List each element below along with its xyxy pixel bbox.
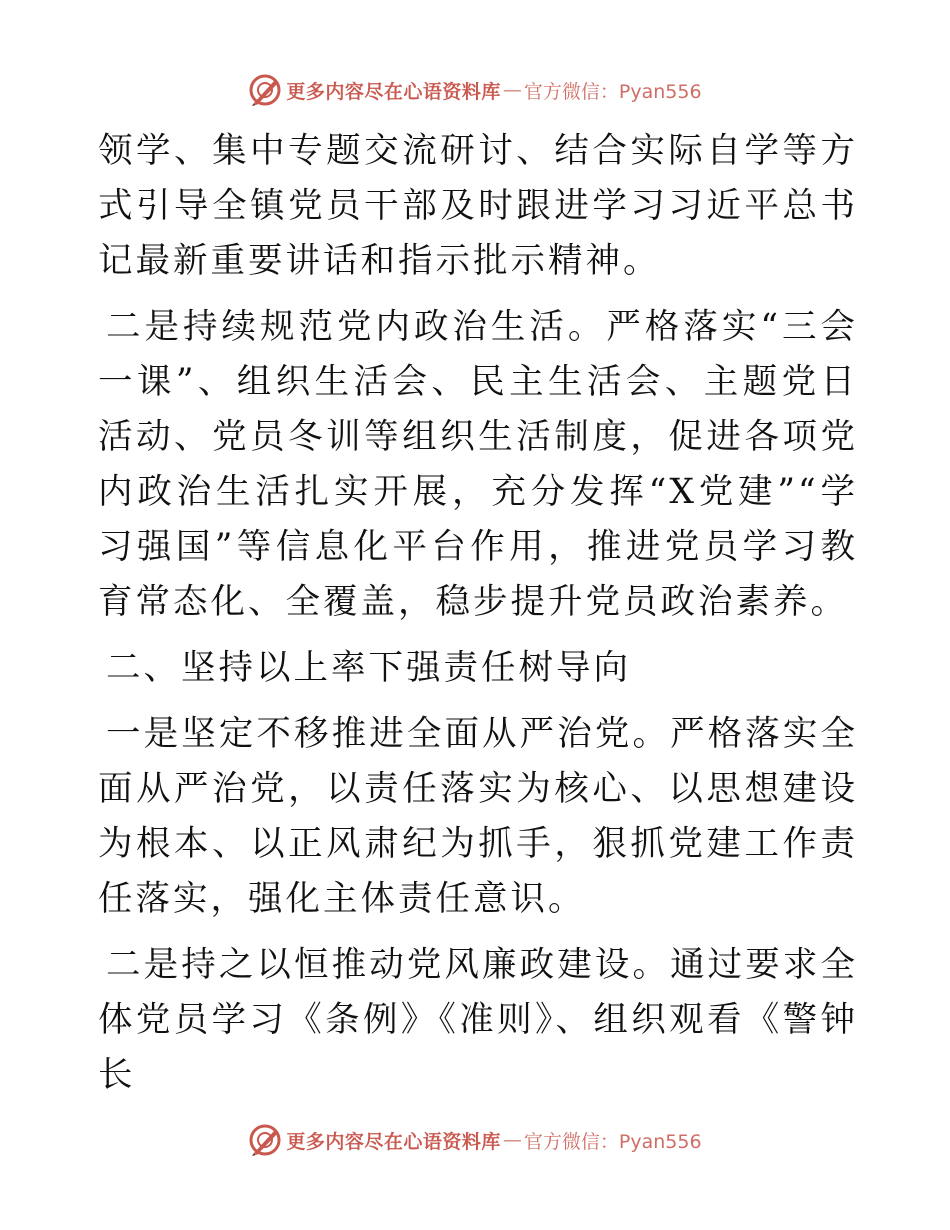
footer-banner-contact: 官方微信：Pyan556 <box>523 1130 702 1153</box>
header-watermark-banner <box>0 70 950 110</box>
paragraph-strict-governance: 一是坚定不移推进全面从严治党。严格落实全面从严治党，以责任落实为核心、以思想建设为根本、以正风肃纪为抓手，狠抓党建工作责任落实，强化主体责任意识。 <box>98 714 858 919</box>
paragraph-continuation: 领学、集中专题交流研讨、结合实际自学等方式引导全镇党员干部及时跟进学习习近平总书记最新重要讲话和指示批示精神。 <box>98 131 858 281</box>
header-banner-separator: — <box>502 79 522 101</box>
header-banner-contact: 官方微信：Pyan556 <box>523 80 702 103</box>
footer-banner-separator: — <box>502 1129 522 1151</box>
section-heading-2: 二、坚持以上率下强责任树导向 <box>106 648 631 688</box>
footer-banner-text: 更多内容尽在心语资料库 <box>286 1130 501 1153</box>
paragraph-clean-government: 二是持之以恒推动党风廉政建设。通过要求全体党员学习《条例》《准则》、组织观看《警钟长 <box>98 945 858 1095</box>
document-body <box>98 124 858 1114</box>
pen-logo-icon <box>248 1123 282 1157</box>
header-banner-text: 更多内容尽在心语资料库 <box>286 80 501 103</box>
pen-logo-icon <box>248 73 282 107</box>
paragraph-party-life: 二是持续规范党内政治生活。严格落实“三会一课”、组织生活会、民主生活会、主题党日活动、党员冬训等组织生活制度，促进各项党内政治生活扎实开展，充分发挥“X党建”“学习强国”等信息化平台作用，推进党员学习教育常态化、全覆盖，稳步提升党员政治素养。 <box>98 307 858 622</box>
footer-watermark-banner <box>0 1120 950 1160</box>
